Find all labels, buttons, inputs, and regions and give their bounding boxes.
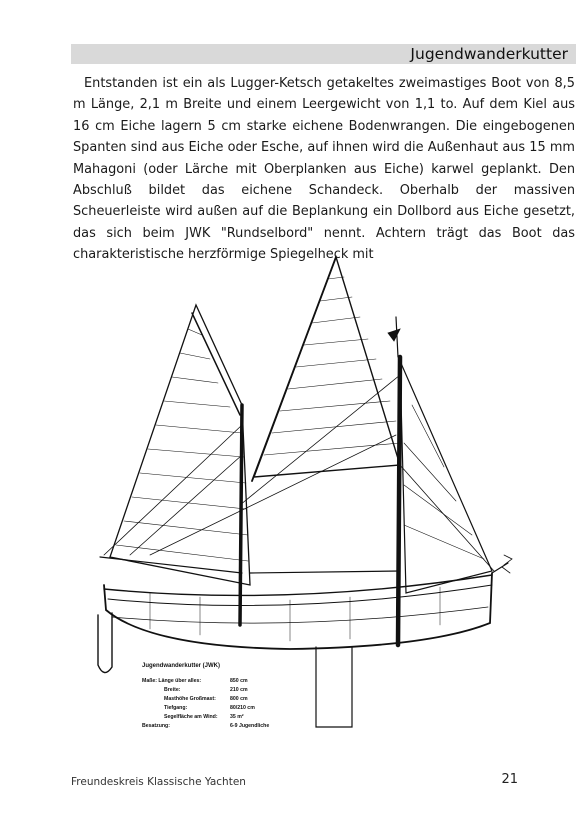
footer-publisher: Freundeskreis Klassische Yachten xyxy=(71,776,246,788)
main-yard xyxy=(252,257,336,481)
mizzen-lug-sail xyxy=(110,305,250,585)
spec-value: 800 cm xyxy=(230,696,248,702)
waterline xyxy=(112,607,488,623)
bowsprit xyxy=(492,563,508,573)
spec-value: 80/210 cm xyxy=(230,705,255,711)
mizzen-yard xyxy=(192,313,240,415)
main-mast xyxy=(398,357,400,645)
centreboard xyxy=(316,647,352,727)
spec-value: 850 cm xyxy=(230,678,248,684)
rudder xyxy=(98,613,112,673)
hull-outline xyxy=(104,573,492,649)
spec-label: Besatzung: xyxy=(142,723,170,729)
spec-label: Breite: xyxy=(164,687,181,693)
rubbing-strake xyxy=(108,585,492,605)
body-paragraph: Entstanden ist ein als Lugger-Ketsch getakeltes zweimastiges Boot von 8,5 m Länge, 2,1 m Breite und einem Leergewicht von 1,1 to. Auf dem Kiel aus 16 cm Eiche lagern 5 cm starke eichene Bodenwrangen. Die eingebogenen Spanten sind aus Eiche oder Esche, auf ihnen wird die Außenhaut aus 15 mm Mahagoni (oder Lärche mit Oberplanken aus Eiche) karwel geplankt. Den Abschluß bildet das eichene Schandeck. Oberhalb der massiven Scheuerleiste wird außen auf die Beplankung ein Dollbord aus Eiche gesetzt, das sich beim JWK "Rundselbord" nennt. Achtern trägt das Boot das charakteristische herzförmige Spiegelheck mit xyxy=(73,76,575,263)
spec-value: 210 cm xyxy=(230,687,248,693)
sail-plan-svg xyxy=(90,255,520,730)
spec-label: Segelfläche am Wind: xyxy=(164,714,218,720)
page-title: Jugendwanderkutter xyxy=(410,45,568,63)
figure-caption-title: Jugendwanderkutter (JWK) xyxy=(142,663,221,669)
mizzen-mast xyxy=(240,405,242,625)
page-number: 21 xyxy=(501,772,518,787)
sail-plan-drawing xyxy=(90,255,520,730)
hull-sheer xyxy=(104,575,492,595)
spec-label: Masthöhe Großmast: xyxy=(164,696,216,702)
jib-sail xyxy=(400,361,492,593)
main-boom xyxy=(250,571,400,573)
header-bar xyxy=(71,44,576,64)
spec-label: Maße: Länge über alles: xyxy=(142,678,202,684)
mast-flag xyxy=(388,329,400,341)
spec-table xyxy=(142,678,269,729)
spec-value: 6-9 Jugendliche xyxy=(230,723,270,729)
spec-label: Tiefgang: xyxy=(164,705,188,711)
spec-value: 35 m² xyxy=(230,714,244,720)
mizzen-boom xyxy=(100,557,242,573)
